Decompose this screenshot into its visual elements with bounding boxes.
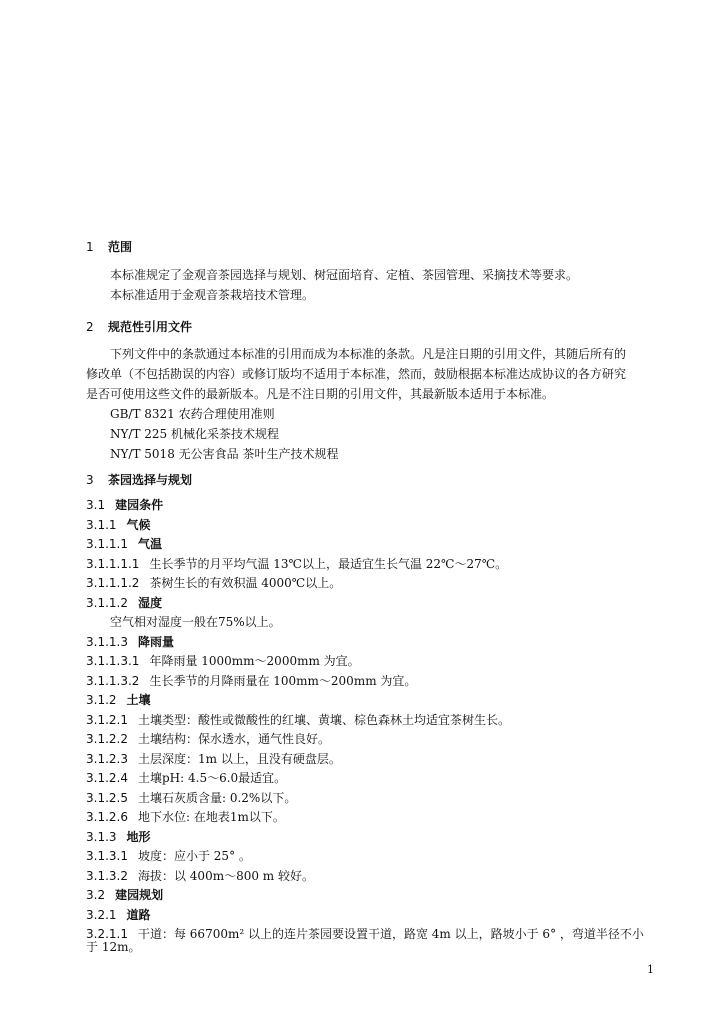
clause-item: [86, 594, 162, 612]
clause-number: 3.1.1.3: [86, 634, 128, 649]
section-number: 1: [86, 240, 94, 254]
clause-text: 土壤: [126, 693, 151, 707]
clause-text: 气温: [137, 537, 162, 551]
clause-item: [86, 516, 151, 534]
clause-text: 干道：每 66700m² 以上的连片茶园要设置干道，路宽 4m 以上，路坡小于 6° ，弯道半径不小: [137, 927, 644, 941]
clause-text: 道路: [126, 907, 151, 922]
section-3-heading: [86, 471, 192, 488]
clause-item: [86, 906, 151, 924]
paragraph-line: 是否可使用这些文件的最新版本。凡是不注日期的引用文件，其最新版本适用于本标准。: [86, 387, 555, 401]
section-1-heading: [86, 238, 132, 255]
clause-number: 3.1: [86, 498, 106, 512]
clause-number: 3.1.3.1: [86, 849, 128, 863]
clause-number: 3.1.1.3.2: [86, 673, 140, 688]
section-title: 范围: [108, 240, 133, 254]
clause-item: [86, 886, 163, 904]
paragraph-line: 下列文件中的条款通过本标准的引用而成为本标准的条款。凡是注日期的引用文件，其随后所有的: [110, 347, 627, 361]
clause-item: [86, 652, 360, 670]
clause-number: 3.1.2.5: [86, 790, 128, 805]
reference-item: GB/T 8321 农药合理使用准则: [110, 407, 275, 421]
clause-text: 降雨量: [137, 634, 174, 649]
clause-item: [86, 730, 330, 748]
clause-text: 地形: [126, 829, 151, 844]
clause-number: 3.1.3.2: [86, 868, 128, 883]
clause-number: 3.2: [86, 888, 106, 902]
clause-item: [86, 496, 163, 514]
clause-number: 3.1.2.2: [86, 732, 128, 746]
clause-number: 3.2.1: [86, 907, 117, 922]
clause-number: 3.1.2: [86, 693, 117, 707]
clause-number: 3.1.1.2: [86, 595, 128, 610]
clause-item: [86, 633, 174, 651]
clause-number: 3.1.1.1.2: [86, 576, 140, 590]
clause-text: 坡度：应小于 25° 。: [137, 849, 251, 863]
clause-text: 建园规划: [115, 888, 164, 902]
paragraph: 本标准适用于金观音茶栽培技术管理。: [110, 288, 315, 302]
clause-text: 湿度: [137, 595, 162, 610]
page-number: 1: [647, 963, 654, 976]
clause-item: [86, 808, 285, 826]
clause-item: [86, 828, 151, 846]
clause-text: 海拔：以 400m～800 m 较好。: [137, 868, 314, 883]
clause-item: [86, 847, 251, 865]
clause-item: [86, 535, 162, 553]
clause-number: 3.1.1.3.1: [86, 654, 140, 668]
section-2-heading: [86, 318, 192, 335]
clause-item: [86, 691, 151, 709]
section-number: 2: [86, 320, 94, 334]
clause-number: 3.1.1: [86, 517, 117, 532]
clause-item: [86, 769, 286, 787]
paragraph-line: 于 12m。: [86, 940, 141, 954]
section-title: 规范性引用文件: [108, 320, 193, 334]
clause-text: 土层深度：1m 以上，且没有硬盘层。: [137, 751, 341, 766]
paragraph: 本标准规定了金观音茶园选择与规划、树冠面培育、定植、茶园管理、采摘技术等要求。: [110, 268, 579, 282]
clause-text: 土壤石灰质含量: 0.2%以下。: [137, 790, 297, 805]
reference-item: NY/T 225 机械化采茶技术规程: [110, 427, 280, 441]
clause-text: 年降雨量 1000mm～2000mm 为宜。: [149, 654, 360, 668]
clause-number: 3.1.1.1.1: [86, 556, 140, 571]
clause-item: [86, 574, 341, 592]
clause-number: 3.1.1.1: [86, 537, 128, 551]
clause-number: 3.1.2.6: [86, 810, 128, 824]
section-title: 茶园选择与规划: [108, 473, 193, 487]
clause-item: [86, 555, 507, 573]
clause-text: 茶树生长的有效积温 4000℃以上。: [149, 576, 342, 590]
clause-number: 3.1.3: [86, 829, 117, 844]
clause-item: [110, 613, 281, 631]
clause-text: 空气相对湿度一般在75%以上。: [110, 615, 281, 629]
clause-text: 气候: [126, 517, 151, 532]
clause-number: 3.2.1.1: [86, 927, 128, 941]
clause-number: 3.1.2.4: [86, 771, 128, 785]
section-number: 3: [86, 473, 94, 487]
clause-text: 生长季节的月降雨量在 100mm～200mm 为宜。: [149, 673, 417, 688]
clause-item: [86, 789, 296, 807]
clause-text: 建园条件: [115, 498, 164, 512]
clause-number: 3.1.2.1: [86, 712, 128, 727]
clause-text: 土壤类型：酸性或微酸性的红壤、黄壤、棕色森林土均适宜茶树生长。: [137, 712, 510, 727]
paragraph-line: 修改单（不包括勘误的内容）或修订版均不适用于本标准，然而，鼓励根据本标准达成协议的各方研究: [86, 367, 627, 381]
clause-item: [86, 750, 341, 768]
clause-text: 土壤pH: 4.5～6.0最适宜。: [137, 771, 287, 785]
clause-item: [86, 711, 510, 729]
clause-text: 地下水位: 在地表1m以下。: [137, 810, 285, 824]
reference-item: NY/T 5018 无公害食品 茶叶生产技术规程: [110, 447, 339, 461]
clause-item: [86, 672, 416, 690]
clause-text: 土壤结构：保水透水，通气性良好。: [137, 732, 330, 746]
clause-text: 生长季节的月平均气温 13℃以上，最适宜生长气温 22℃～27℃。: [149, 556, 508, 571]
clause-item: [86, 867, 314, 885]
clause-number: 3.1.2.3: [86, 751, 128, 766]
